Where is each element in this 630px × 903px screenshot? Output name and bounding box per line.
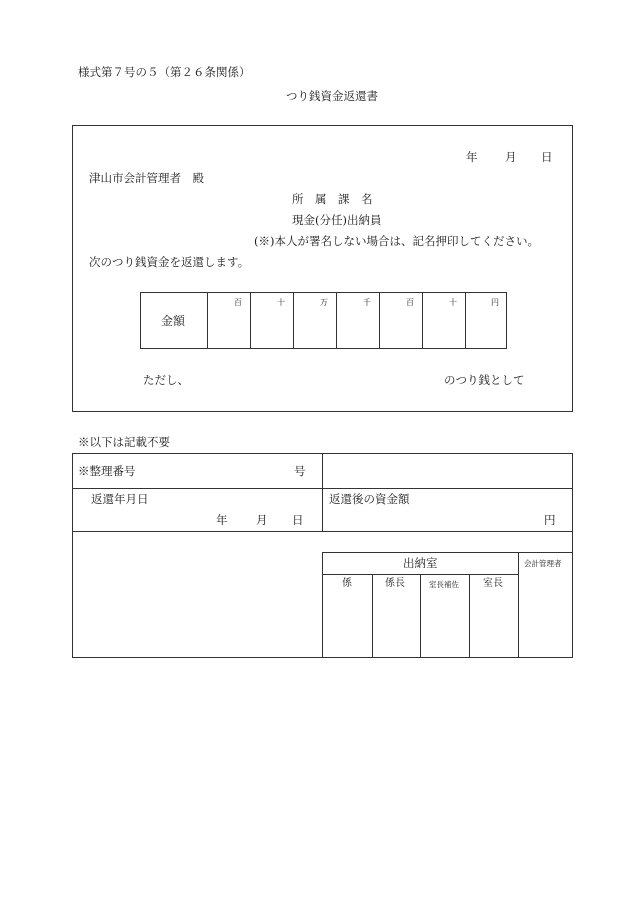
stamp-section-chief: 係長 [385,578,405,589]
cashier-label: 現金(分任)出納員 [292,213,382,227]
unit-ten: 十 [449,298,457,307]
date-month-label: 月 [505,150,517,164]
addressee: 津山市会計管理者 殿 [89,171,204,185]
unit-yen: 円 [491,298,499,307]
reference-number-suffix: 号 [294,464,306,478]
balance-label: 返還後の資金額 [329,492,410,506]
stamp-director: 室長 [483,578,503,589]
return-year-label: 年 [216,513,228,527]
document-title: つり銭資金返還書 [286,89,378,103]
affiliation-label: 所 属 課 名 [292,192,373,206]
proviso-suffix: のつり銭として [444,373,525,387]
unit-thousand: 千 [363,298,371,307]
return-month-label: 月 [256,513,268,527]
form-number: 様式第７号の５（第２６条関係） [78,65,251,79]
return-day-label: 日 [292,513,304,527]
unit-ten-thousand: 万 [320,298,328,307]
balance-yen-label: 円 [544,513,556,527]
stamp-staff: 係 [342,578,352,589]
reference-number-label: ※整理番号 [78,464,136,478]
return-date-label: 返還年月日 [91,492,149,506]
proviso-prefix: ただし、 [143,373,189,387]
stamp-deputy-director: 室長補佐 [429,580,459,589]
amount-label: 金額 [161,314,186,328]
unit-hundred-million: 百 [234,298,242,307]
date-year-label: 年 [466,150,478,164]
date-day-label: 日 [541,150,553,164]
signature-note: (※)本人が署名しない場合は、記名押印してください。 [254,234,539,248]
cashier-office-header: 出納室 [403,556,438,570]
not-required-note: ※以下は記載不要 [78,435,170,449]
accounting-manager-header: 会計管理者 [524,559,562,568]
return-statement: 次のつり銭資金を返還します。 [89,255,250,269]
unit-hundred: 百 [406,298,414,307]
unit-ten-million: 十 [277,298,285,307]
